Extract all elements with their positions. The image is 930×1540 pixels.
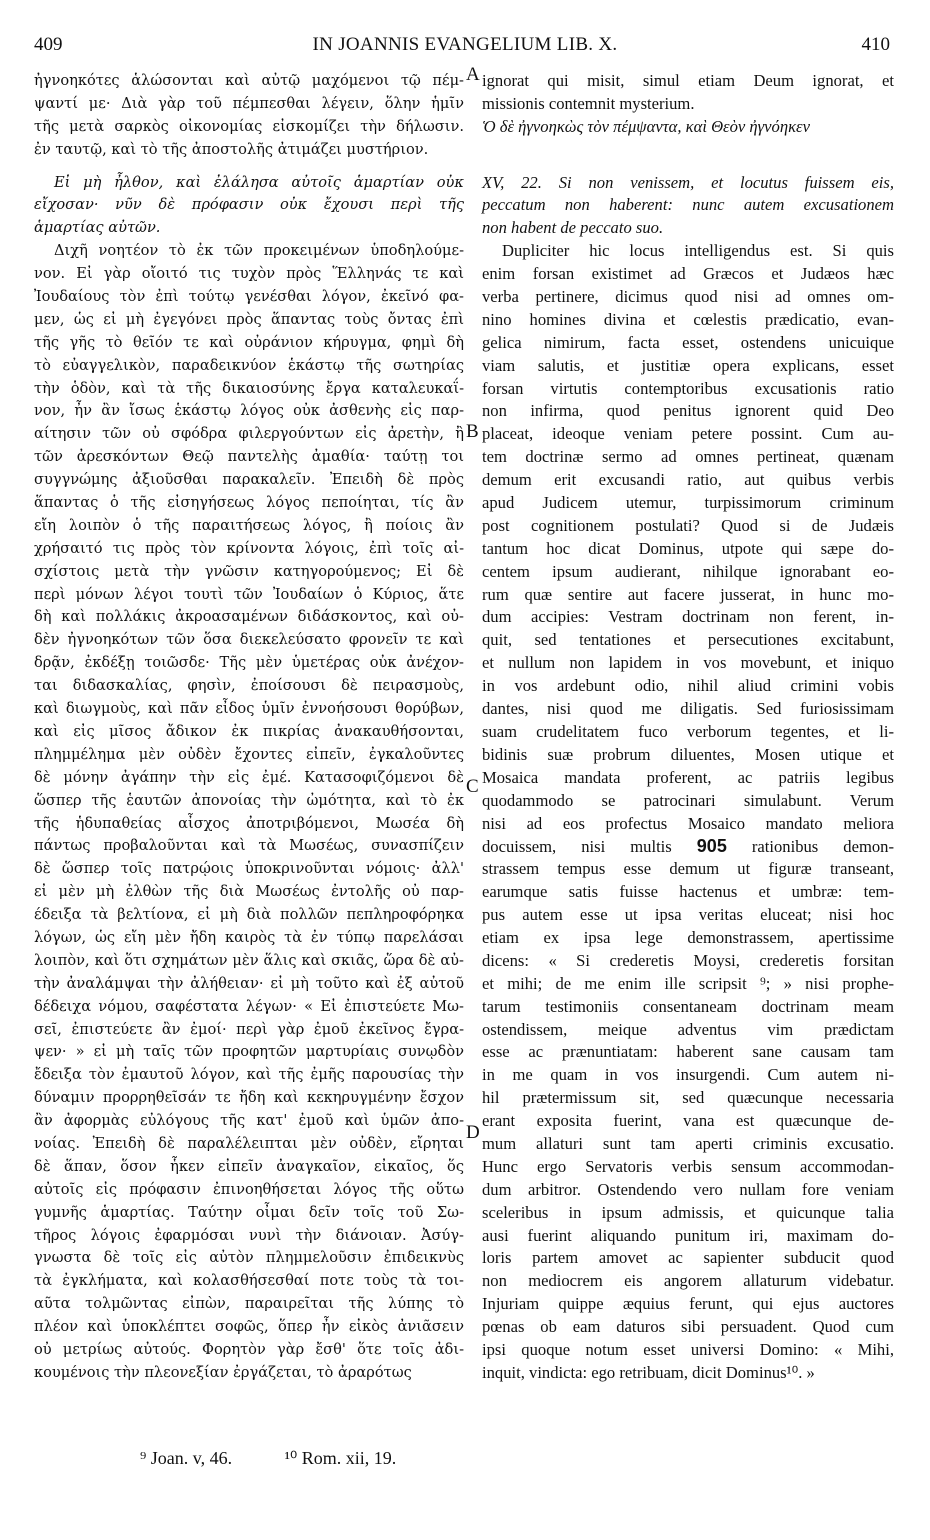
text-line: πλημμέλημα μὲν οὐδὲν ἔχοντες εἰπεῖν, ἐγκαλοῦντες xyxy=(34,745,464,763)
text-line: Mosaica mandata proferent, ac patriis legibus xyxy=(482,767,894,787)
text-line: περὶ μόνων λέγοι τουτὶ τῶν Ἰουδαίων ὁ Κύριος, ἅτε xyxy=(34,585,464,603)
text-line: etiam ex ipsa lege demonstrassem, apertissime xyxy=(482,927,894,947)
text-line: συγγνώμης ἀξιοῦσθαι παρακαλεῖν. Ἐπειδὴ δὲ πρὸς xyxy=(34,471,464,489)
text-line: λόγων, ὡς εἴη μὲν ἤδη καιρὸς τὰ ἐν τύπῳ παρελάσαι xyxy=(34,928,464,946)
text-line: αίτησιν τῶν οὐ σφόδρα φιλεργούντων εἰς ἀρετὴν, ἢ xyxy=(34,425,464,443)
text-line: γνωστα δὲ τοῖς εἰς αὐτὸν πλημμελοῦσιν ἐπιδεικνὺς xyxy=(34,1249,464,1267)
greek-column xyxy=(34,70,464,1385)
margin-letter-d: D xyxy=(466,1122,480,1143)
text-line: ausi fuerint aliquando punitum iri, maximam do- xyxy=(482,1225,894,1245)
text-line: κουμένοις τὴν πλεονεξίαν ἐργάζεται, τὸ ἀραρότως xyxy=(34,1363,412,1381)
text-line: XV, 22. Si non venissem, et locutus fuissem eis, xyxy=(482,172,894,192)
text-line: ignorat qui misit, simul etiam Deum ignorat, et xyxy=(482,71,894,90)
text-line: οὐ μετρίως αὐτούς. Φορητὸν γὰρ ἔσθ' ὅτε τοῖς ἀδι- xyxy=(34,1340,464,1358)
column-number: 905 xyxy=(696,836,727,857)
text-line: mum allaturi sunt tam aperti criminis excusatio. xyxy=(482,1133,894,1153)
text-line: εἰ μὲν μὴ ἐλθὼν τῆς διὰ Μωσέως ἐντολῆς οὐ παρ- xyxy=(34,883,464,901)
text-line: dum arbitror. Ostendendo vero nullam fore veniam xyxy=(482,1179,894,1199)
text-line: ἁμαρτίας αὐτῶν. xyxy=(34,219,161,237)
text-line: strassem tempus esse demum ut figuræ transeant, xyxy=(482,859,894,879)
text-line: τῆς ἡδυπαθείας αἶσχος ἀποτριβόμενοι, Μωσέα δὴ xyxy=(34,814,464,832)
footnotes xyxy=(140,1448,444,1469)
text-line: τὴν ὁδὸν, καὶ τὰ τῆς δικαιοσύνης ἔργα καταλευκαΐ- xyxy=(34,379,464,397)
text-line: τῆρος λόγοις ἐφαρμόσαι νυνὶ τὴν διάνοιαν. Ἀσύγ- xyxy=(34,1226,464,1244)
text-line xyxy=(482,139,894,162)
text-line: ἅπαντας ὁ τῆς εἰσηγήσεως λόγος πεποίηται, τίς ἂν xyxy=(34,494,464,512)
text-line: έδειξα τὰ βελτίονα, εἰ μὴ διὰ πολλῶν πεπληροφόρηκα xyxy=(34,906,464,924)
margin-letter-a: A xyxy=(466,64,480,85)
text-line: νον, ἦν ἂν ἴσως ἑκάστῳ λόγος οὐκ ἀσθενὴς εἰς παρ- xyxy=(34,402,464,420)
text-line: Διχῆ νοητέον τὸ ἐκ τῶν προκειμένων ὑποδηλούμε- xyxy=(54,242,464,260)
text-line: non mediocrem eis angorem allaturum videbatur. xyxy=(482,1271,894,1291)
text-line: δὲ ὥσπερ τοῖς πατρῴοις ὑποκρινοῦνται νόμοις· ἀλλ' xyxy=(34,860,464,878)
margin-letter-b: B xyxy=(466,421,479,442)
text-line: δρᾷν, ἐκδέξῃ τοιῶσδε· Τῆς μὲν ὑμετέρας οὐκ ἀνέχον- xyxy=(34,654,464,672)
text-line: ἠγνοηκότες ἁλώσονται καὶ αὐτῷ μαχόμενοι τῷ πέμ- xyxy=(34,72,464,89)
margin-letter-c: C xyxy=(466,776,479,797)
text-line: γυμνῆς ἁμαρτίας. Ταύτην οἶμαι δεῖν τοῖς τοῦ Σω- xyxy=(34,1203,464,1221)
text-line: καὶ διωγμοὺς, καὶ πᾶν εἶδος ὑμῖν ἐννοήσουσι θορύβων, xyxy=(34,700,464,718)
text-line: λοιπὸν, καὶ ὅτι σχημάτων μὲν ἅλις καὶ σκιᾶς, ὥρα δὲ αὐ- xyxy=(34,951,464,969)
text-line: pœnas ob eam daturos sibi persuadent. Quod cum xyxy=(482,1317,894,1337)
text-line: ἂν ἀφορμὰς εὐλόγους τῆς κατ' ἐμοῦ καὶ ὑμῶν ἀπο- xyxy=(34,1112,464,1130)
text-line: χρήσαιτό τις πρὸς τὸν κρίνοντα λόγοις, ἐπὶ τοῖς αἰ- xyxy=(34,539,464,557)
text-line: ἐν ταυτῷ, καὶ τὸ τῆς ἀποστολῆς ἀτιμάζει μυστήριον. xyxy=(34,140,429,158)
text-line: ostendissem, meique adventus vim prædictam xyxy=(482,1019,894,1039)
text-line: tem doctrinæ sermo ad omnes pertineat, quænam xyxy=(482,447,894,467)
text-line: Injuriam quippe æquius ferunt, qui ejus auctores xyxy=(482,1294,894,1314)
text-line: missionis contemnit mysterium. xyxy=(482,93,695,113)
text-line: peccatum non haberent: nunc autem excusationem xyxy=(482,195,894,215)
text-line: inquit, vindicta: ego retribuam, dicit Dominus¹⁰. » xyxy=(482,1362,815,1382)
text-line: δύναμιν προρρηθεῖσάν τε ἤδη καὶ κεκηρυγμένην ἔσχον xyxy=(34,1089,464,1107)
latin-column xyxy=(482,70,894,1385)
text-line: ὥσπερ τῆς ἑαυτῶν ἀπονοίας τὴν ὠμότητα, καὶ τὸ ἐκ xyxy=(34,791,464,809)
text-line: πάντως προβαλοῦνται καὶ τὰ Μωσέως, συνασπίζειν xyxy=(34,837,464,855)
text-line: σεῖ, ἐπιστεύετε ἂν ἐμοί· περὶ γὰρ ἐμοῦ ἐκεῖνος ἔγρα- xyxy=(34,1020,464,1038)
text-line: Εἰ μὴ ἦλθον, καὶ ἐλάλησα αὐτοῖς ἁμαρτίαν οὐκ xyxy=(54,173,464,191)
text-line: non infirma, quod penitus ignorent quid Deo xyxy=(482,401,894,421)
text-line: tantum hoc dicat Dominus, utpote qui sæpe do- xyxy=(482,538,894,558)
text-line: gelica nimirum, facta esset, ostendens unicuique xyxy=(482,332,894,352)
text-line: rum quæ sentire aut facere jusserat, in hunc mo- xyxy=(482,584,894,604)
text-line: esse ac prænuntiatam: haberent sane causam tam xyxy=(482,1042,894,1062)
text-line: dum accipies: Vestram doctrinam non ferent, in- xyxy=(482,607,894,627)
text-line: τὰ ἐγκλήματα, καὶ κολασθήσεσθαί ποτε τοὺς τὰ τοι- xyxy=(34,1272,464,1290)
text-line: apud Judicem utemur, turpissimorum criminum xyxy=(482,493,894,513)
text-line: εἴχοσαν· νῦν δὲ πρόφασιν οὐκ ἔχουσι περὶ τῆς xyxy=(34,196,464,214)
text-line: et mihi; de me enim ille scripsit ⁹; » nisi prophe- xyxy=(482,973,894,993)
text-line: νοίας. Ἐπειδὴ δὲ παραλέλειπται μὲν οὐδὲν, εἴρηται xyxy=(34,1134,464,1152)
text-line: viam salutis, et justitiæ opera explicans, esset xyxy=(482,355,894,375)
text-line: ψεν· » εἰ μὴ ταῖς τῶν προφητῶν μαρτυρίαις συνῳδὸν xyxy=(34,1043,464,1061)
text-line: τὴν ἀναλάμψαι τὴν ἀλήθειαν· εἰ μὴ τοῦτο καὶ ἐξ αὐτοῦ xyxy=(34,974,464,992)
text-line: dicens: « Si crederetis Moysi, crederetis forsitan xyxy=(482,950,894,970)
text-line: pus autem esse ut ipsa veritas eluceat; nisi hoc xyxy=(482,905,894,925)
text-line: δὴ καὶ πολλάκις ἀκροασαμένων διδάσκοντος, καὶ οὐ- xyxy=(34,608,464,626)
text-line: quit, sed tentationes et persecutiones excitabunt, xyxy=(482,630,894,650)
text-line: docuissem, nisi multis 905 rationibus demon- xyxy=(482,836,894,857)
text-line: centem ipsum audierant, nihilque ignorabant eo- xyxy=(482,561,894,581)
text-line: post cognitionem postulati? Quod si de Judæis xyxy=(482,515,894,535)
text-line: non habent de peccato suo. xyxy=(482,218,664,238)
footnote: ¹⁰ Rom. xii, 19. xyxy=(284,1448,397,1468)
text-line: enim forsan existimet ad Græcos et Judæos hæc xyxy=(482,264,894,284)
text-line: δέδειχα νόμου, σαφέστατα λέγων· « Εἰ ἐπιστεύετε Μω- xyxy=(34,997,464,1015)
text-line: ipsi quoque notum esset universi Domino: « Mihi, xyxy=(482,1339,894,1359)
footnote: ⁹ Joan. v, 46. xyxy=(140,1448,233,1468)
text-line: nisi ad eos profectus Mosaico mandato meliora xyxy=(482,813,894,833)
text-line: Dupliciter hic locus intelligendus est. Si quis xyxy=(502,241,894,261)
text-line: earumque satis fuisse hactenus et umbræ: tem- xyxy=(482,882,894,902)
text-line: Ἰουδαίους τὸν ἐπὶ τούτῳ γενέσθαι λόγον, ἐκεῖνό φα- xyxy=(34,288,464,306)
text-line: demum erit excusandi ratio, aut quibus verbis xyxy=(482,470,894,490)
text-line: erant exposita fuerint, vana est quæcunque de- xyxy=(482,1111,894,1131)
text-line: et nullum non lapidem in vos movebunt, et iniquo xyxy=(482,653,894,673)
text-line: ψαντί με· Διὰ γὰρ τοῦ πέμπεσθαι λέγειν, ὅλην ἡμῖν xyxy=(34,94,464,112)
text-line: forsan virtutis contemptoribus excusationis ratio xyxy=(482,378,894,398)
text-line: in vos ardebunt odio, nihil aliud crimini vobis xyxy=(482,676,894,696)
text-line: loris partem amovet ac sapienter subducit quod xyxy=(482,1248,894,1268)
text-line: ἔδειξα τὸν ἐμαυτοῦ λόγον, καὶ τῆς ἐμῆς παρουσίας τὴν xyxy=(34,1066,464,1084)
text-line: nino homines divina et cœlestis prædicatio, evan- xyxy=(482,309,894,329)
text-line: τῆς μετὰ σαρκὸς οἰκονομίας εἰσκομίζει τὴν δήλωσιν. xyxy=(34,117,464,135)
text-line: νον. Εἰ γὰρ οἴοιτό τις τυχὸν πρὸς Ἕλληνάς τε καὶ xyxy=(34,265,464,283)
text-line: δὲ ἅπαν, ὅσον ἧκεν εἰπεῖν ἀναγκαῖον, εἰκαῖος, ὅς xyxy=(34,1157,464,1175)
text-line: τὸ εὐαγγελικὸν, παραδεικνύον ἑκάστῳ τῆς σωτηρίας xyxy=(34,356,464,374)
text-line: quodammodo se patrocinari simulabunt. Verum xyxy=(482,790,894,810)
text-line: δὲν ἠγνοηκότων τῶν ὅσα διεκελεύσατο φρονεῖν τε καὶ xyxy=(34,631,464,649)
page-number-left: 409 xyxy=(34,34,63,55)
text-line: bidinis suæ probrum diluentes, Mosen utique et xyxy=(482,744,894,764)
text-line: μεν, ὡς εἰ μὴ ἐγεγόνει πρὸς ἅπαντας τοὺς ὄντας ἐπὶ xyxy=(34,310,464,328)
text-line: καὶ εἰς μῖσος ἄδικον ἐκ πικρίας ἀνακαυθήσονται, xyxy=(34,722,464,740)
text-line: Ὁ δὲ ἠγνοηκὼς τὸν πέμψαντα, καὶ Θεὸν ἠγνόηκεν xyxy=(482,116,810,136)
text-line: dantes, nisi quod me diligatis. Sed furiosissimam xyxy=(482,699,894,719)
text-line: σχίστοις μετὰ τὴν γνῶσιν κατηγορούμενος; Εἰ δὲ xyxy=(34,562,464,580)
text-line: verba pertinere, dicimus quod nisi ad omnes om- xyxy=(482,287,894,307)
text-line: in me quam in vos insurgendi. Cum autem ni- xyxy=(482,1065,894,1085)
text-line: ται διδασκαλίας, φησὶν, ἐποίσουσι δὲ πειρασμοὺς, xyxy=(34,677,464,695)
running-title: IN JOANNIS EVANGELIUM LIB. X. xyxy=(312,34,618,55)
text-line: πλέον καὶ ὑποκλέπτει σοφῶς, ὅπερ ἦν εἰκὸς ἀνιᾶσειν xyxy=(34,1318,464,1336)
text-line: placeat, ideoque veniam petere possint. Cum au- xyxy=(482,424,894,444)
text-line: αῦτα τολμῶντας εἰπὼν, παραιρεῖται τῆς λύπης τὸ xyxy=(34,1295,464,1313)
page-number-right: 410 xyxy=(861,34,890,55)
text-line: αὐτοῖς εἰς πρόφασιν ἐπινοηθήσεται λόγος τῆς οὕτω xyxy=(34,1180,464,1198)
text-line: tarum testimoniis consentaneam doctrinam meam xyxy=(482,996,894,1016)
text-line: sceleribus in ipsum admissis, et quicunque talia xyxy=(482,1202,894,1222)
text-line: δὲ μόνην ἀγάπην τὴν εἰς ἐμέ. Κατασοφιζόμενοι δὲ xyxy=(34,768,464,786)
text-line: τῆς γῆς τὸ θεῖόν τε καὶ οὐράνιον κήρυγμα, φημὶ δὴ xyxy=(34,333,464,351)
text-line: εἴη λοιπὸν ὁ τῆς παραιτήσεως λόγος, ἢ ποίοις ἂν xyxy=(34,516,464,534)
text-line: Hunc ergo Servatoris verbis sensum accommodan- xyxy=(482,1156,894,1176)
text-line: hil prætermissum sit, sed quæcunque necessaria xyxy=(482,1088,894,1108)
text-line: τῶν ἀρεσκόντων Θεῷ παντελὴς ἀμαθία· ταύτῃ τοι xyxy=(34,448,464,466)
text-line: suam crudelitatem fuco verborum tegentes, et li- xyxy=(482,721,894,741)
page-header xyxy=(0,34,930,56)
